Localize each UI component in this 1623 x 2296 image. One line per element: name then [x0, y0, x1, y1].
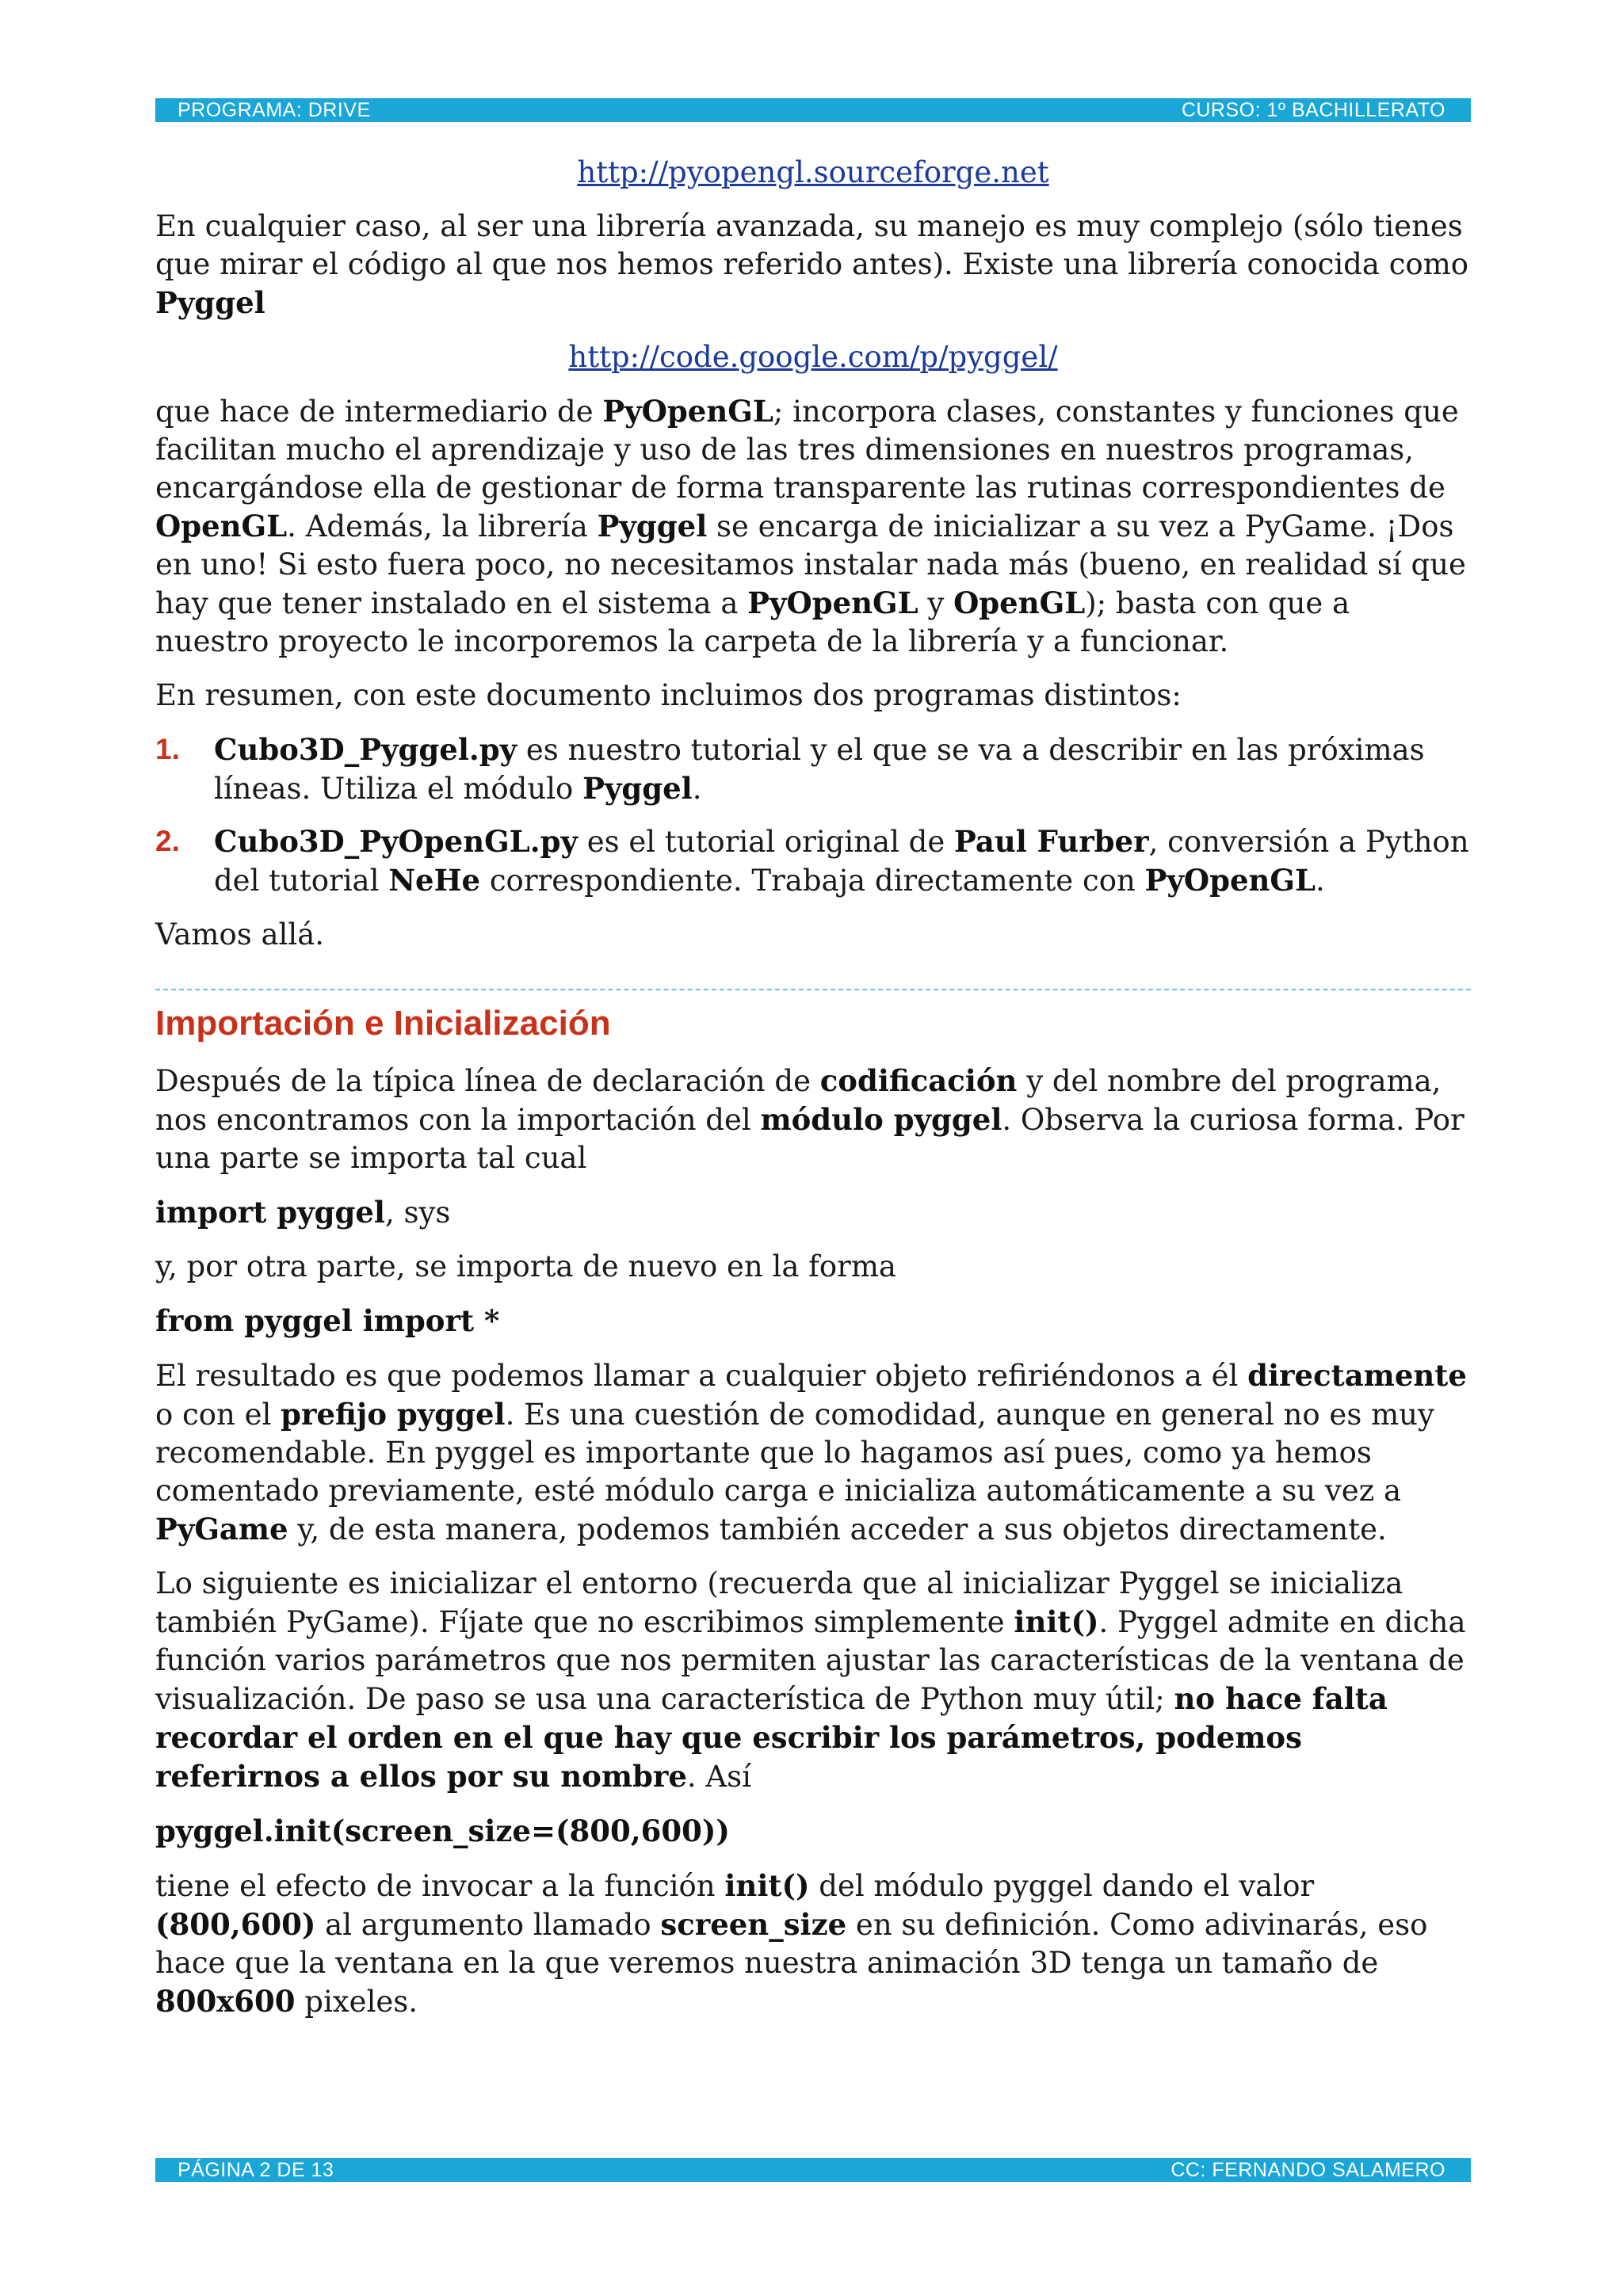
- paragraph-result: El resultado es que podemos llamar a cualquier objeto refiriéndonos a él directamente o con el prefijo pyggel. Es una cuestión de comodidad, aunque en general no es muy recomendable. En pyggel es importante que lo hagamos así pues, como ya hemos comentado previamente, esté módulo carga e inicializa automáticamente a su vez a PyGame y, de esta manera, podemos también acceder a sus objetos directamente.: [155, 1358, 1467, 1547]
- paragraph-init-effect: tiene el efecto de invocar a la función init() del módulo pyggel dando el valor (800,600) al argumento llamado screen_size en su definición. Como adivinarás, eso hace que la ventana en la que veremos nuestra animación 3D tenga un tamaño de 800x600 pixeles.: [155, 1868, 1428, 2019]
- list-item: 2. Cubo3D_PyOpenGL.py es el tutorial original de Paul Furber, conversión a Python del tutorial NeHe correspondiente. Trabaja directamente con PyOpenGL.: [155, 824, 1469, 898]
- pyggel-link[interactable]: http://code.google.com/p/pyggel/: [568, 340, 1058, 374]
- program-list: [155, 730, 1471, 900]
- paragraph-import: Después de la típica línea de declaración de codificación y del nombre del programa, nos encontramos con la importación del módulo pyggel. Observa la curiosa forma. Por una parte se importa tal cual: [155, 1063, 1465, 1175]
- header-course: CURSO: 1º BACHILLERATO: [1181, 99, 1445, 121]
- list-item: 1. Cubo3D_Pyggel.py es nuestro tutorial y el que se va a describir en las próximas líneas. Utiliza el módulo Pyggel.: [155, 732, 1425, 806]
- paragraph-pyggel-description: que hace de intermediario de PyOpenGL; incorpora clases, constantes y funciones que facilitan mucho el aprendizaje y uso de las tres dimensiones en nuestros programas, encargándose ella de gestionar de forma transparente las rutinas correspondientes de OpenGL. Además, la librería Pyggel se encarga de inicializar a su vez a PyGame. ¡Dos en uno! Si esto fuera poco, no necesitamos instalar nada más (bueno, en realidad sí que hay que tener instalado en el sistema a PyOpenGL y OpenGL); basta con que a nuestro proyecto le incorporemos la carpeta de la librería y a funcionar.: [155, 394, 1466, 658]
- pyopengl-link[interactable]: http://pyopengl.sourceforge.net: [577, 155, 1049, 189]
- link-line-pyopengl: [155, 154, 1471, 192]
- section-divider: [155, 989, 1471, 990]
- link-line-pyggel: [155, 338, 1471, 376]
- footer-author: CC: FERNANDO SALAMERO: [1170, 2159, 1445, 2181]
- section-title: Importación e Inicialización: [155, 1004, 611, 1043]
- code-import-pyggel: import pyggel, sys: [155, 1195, 451, 1230]
- code-pyggel-init: pyggel.init(screen_size=(800,600)): [155, 1814, 730, 1848]
- paragraph-vamos: Vamos allá.: [155, 917, 325, 952]
- paragraph-init: Lo siguiente es inicializar el entorno (recuerda que al inicializar Pyggel se inicializa también PyGame). Fíjate que no escribimos simplemente init(). Pyggel admite en dicha función varios parámetros que nos permiten ajustar las características de la ventana de visualización. De paso se usa una característica de Python muy útil; no hace falta recordar el orden en el que hay que escribir los parámetros, podemos referirnos a ellos por su nombre. Así: [155, 1566, 1466, 1794]
- page-content: [155, 154, 1471, 2037]
- page-header: [155, 98, 1471, 122]
- header-program: PROGRAMA: DRIVE: [178, 99, 371, 121]
- page-footer: [155, 2158, 1471, 2182]
- paragraph-import-second: y, por otra parte, se importa de nuevo en la forma: [155, 1249, 896, 1283]
- footer-page-number: PÁGINA 2 DE 13: [178, 2159, 334, 2181]
- paragraph-summary: En resumen, con este documento incluimos dos programas distintos:: [155, 678, 1182, 712]
- code-from-pyggel-import: from pyggel import *: [155, 1303, 500, 1338]
- paragraph-intro: En cualquier caso, al ser una librería avanzada, su manejo es muy complejo (sólo tienes que mirar el código al que nos hemos referido antes). Existe una librería conocida como Pyggel: [155, 209, 1469, 320]
